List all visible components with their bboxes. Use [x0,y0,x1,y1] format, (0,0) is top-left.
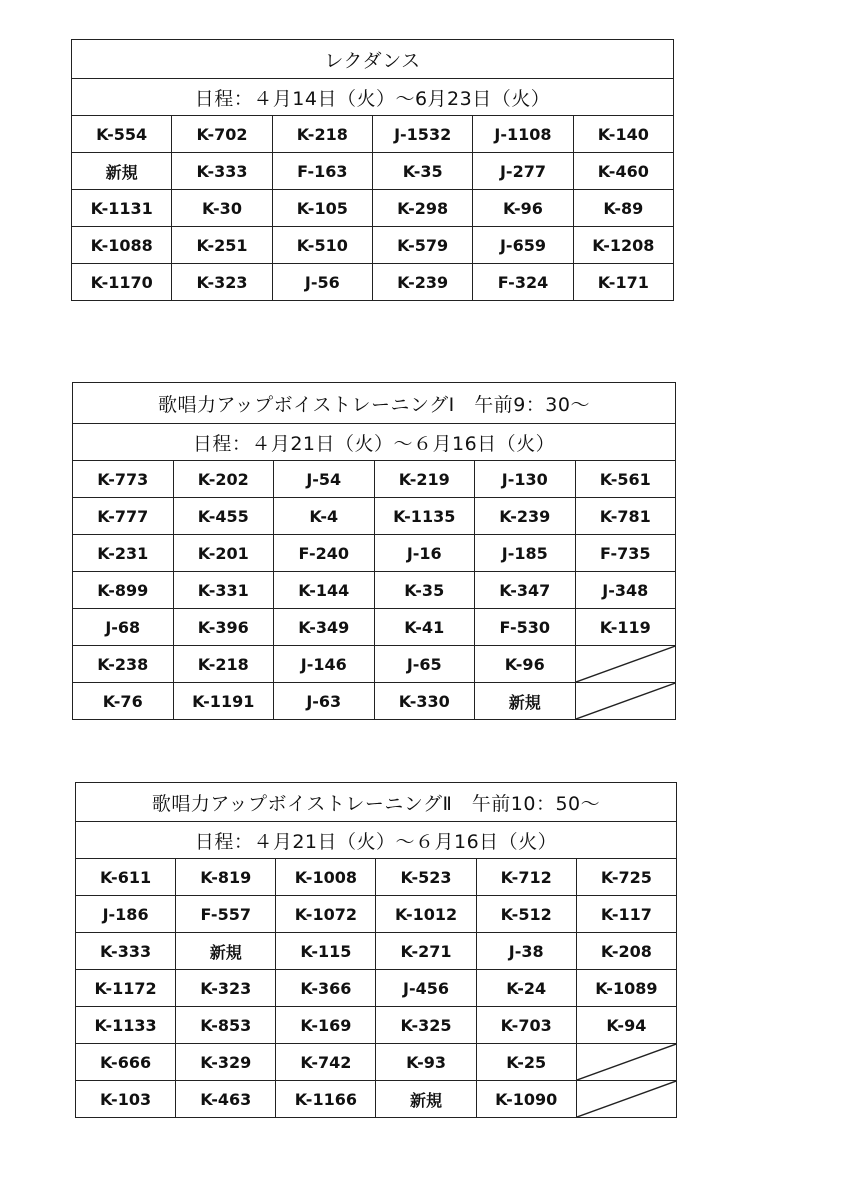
empty-slot [576,1081,676,1118]
member-code: K-298 [372,190,472,227]
schedule-table-voice-training-1 [72,382,676,720]
member-code: K-1012 [376,896,476,933]
member-code: F-240 [274,535,375,572]
member-code: K-231 [73,535,174,572]
member-code: K-1135 [374,498,475,535]
member-code: K-366 [276,970,376,1007]
member-code: K-703 [476,1007,576,1044]
member-code: J-65 [374,646,475,683]
table-date-range: 日程：４月21日（火）～６月16日（火） [73,424,676,461]
diagonal-slash [576,646,676,682]
member-code: K-96 [475,646,576,683]
member-code: J-186 [76,896,176,933]
member-code: J-456 [376,970,476,1007]
member-code: K-777 [73,498,174,535]
member-code: K-1089 [576,970,676,1007]
member-code: K-35 [372,153,472,190]
member-code: K-899 [73,572,174,609]
member-code: 新規 [176,933,276,970]
member-code: K-819 [176,859,276,896]
member-code: K-561 [575,461,676,498]
member-code: K-238 [73,646,174,683]
member-code: K-202 [173,461,274,498]
member-code: K-611 [76,859,176,896]
member-code: K-1088 [72,227,172,264]
member-code: F-735 [575,535,676,572]
member-code: K-144 [274,572,375,609]
member-code: K-323 [176,970,276,1007]
member-code: J-56 [272,264,372,301]
member-code: K-396 [173,609,274,646]
member-code: J-277 [473,153,573,190]
empty-slot [575,646,676,683]
member-code: K-1131 [72,190,172,227]
table-date-range: 日程：４月14日（火）～6月23日（火） [72,79,674,116]
member-code: F-530 [475,609,576,646]
member-code: J-38 [476,933,576,970]
member-code: K-219 [374,461,475,498]
empty-slot [575,683,676,720]
member-code: K-666 [76,1044,176,1081]
member-code: K-523 [376,859,476,896]
member-code: J-146 [274,646,375,683]
member-code: K-271 [376,933,476,970]
member-code: K-218 [272,116,372,153]
member-code: K-742 [276,1044,376,1081]
member-code: K-510 [272,227,372,264]
member-code: K-93 [376,1044,476,1081]
member-code: K-329 [176,1044,276,1081]
member-code: K-41 [374,609,475,646]
member-code: J-63 [274,683,375,720]
table-date-range: 日程：４月21日（火）～６月16日（火） [76,822,677,859]
member-code: K-140 [573,116,673,153]
member-code: K-96 [473,190,573,227]
member-code: K-460 [573,153,673,190]
member-code: F-163 [272,153,372,190]
member-code: K-330 [374,683,475,720]
member-code: K-119 [575,609,676,646]
member-code: J-659 [473,227,573,264]
member-code: K-853 [176,1007,276,1044]
member-code: K-554 [72,116,172,153]
member-code: K-512 [476,896,576,933]
member-code: J-16 [374,535,475,572]
member-code: K-1008 [276,859,376,896]
member-code: J-1532 [372,116,472,153]
member-code: K-208 [576,933,676,970]
member-code: K-1208 [573,227,673,264]
member-code: J-348 [575,572,676,609]
diagonal-slash [577,1044,676,1080]
schedule-table-voice-training-2 [75,782,677,1118]
member-code: K-1133 [76,1007,176,1044]
member-code: J-68 [73,609,174,646]
member-code: K-1172 [76,970,176,1007]
member-code: K-1191 [173,683,274,720]
member-code: K-331 [173,572,274,609]
member-code: J-185 [475,535,576,572]
member-code: F-324 [473,264,573,301]
member-code: K-347 [475,572,576,609]
member-code: K-1170 [72,264,172,301]
member-code: K-169 [276,1007,376,1044]
member-code: K-103 [76,1081,176,1118]
member-code: K-333 [76,933,176,970]
member-code: 新規 [72,153,172,190]
member-code: K-35 [374,572,475,609]
member-code: K-712 [476,859,576,896]
member-code: K-773 [73,461,174,498]
table-title: 歌唱力アップボイストレーニングⅠ 午前9：30～ [73,383,676,424]
member-code: K-349 [274,609,375,646]
member-code: K-1090 [476,1081,576,1118]
member-code: K-171 [573,264,673,301]
member-code: K-117 [576,896,676,933]
table-title: レクダンス [72,40,674,79]
member-code: K-4 [274,498,375,535]
member-code: K-251 [172,227,272,264]
member-code: K-702 [172,116,272,153]
empty-slot [576,1044,676,1081]
member-code: K-781 [575,498,676,535]
member-code: K-333 [172,153,272,190]
member-code: F-557 [176,896,276,933]
member-code: K-325 [376,1007,476,1044]
member-code: K-323 [172,264,272,301]
member-code: K-24 [476,970,576,1007]
schedule-table-rec-dance [71,39,674,301]
member-code: K-105 [272,190,372,227]
member-code: 新規 [376,1081,476,1118]
member-code: K-579 [372,227,472,264]
member-code: K-201 [173,535,274,572]
member-code: K-94 [576,1007,676,1044]
member-code: K-115 [276,933,376,970]
diagonal-slash [577,1081,676,1117]
member-code: K-463 [176,1081,276,1118]
member-code: K-25 [476,1044,576,1081]
member-code: K-455 [173,498,274,535]
member-code: K-89 [573,190,673,227]
member-code: K-30 [172,190,272,227]
diagonal-slash [576,683,676,719]
member-code: K-1072 [276,896,376,933]
member-code: K-725 [576,859,676,896]
member-code: K-218 [173,646,274,683]
member-code: K-239 [372,264,472,301]
member-code: 新規 [475,683,576,720]
member-code: J-54 [274,461,375,498]
member-code: J-1108 [473,116,573,153]
member-code: K-1166 [276,1081,376,1118]
member-code: J-130 [475,461,576,498]
member-code: K-76 [73,683,174,720]
member-code: K-239 [475,498,576,535]
table-title: 歌唱力アップボイストレーニングⅡ 午前10：50～ [76,783,677,822]
